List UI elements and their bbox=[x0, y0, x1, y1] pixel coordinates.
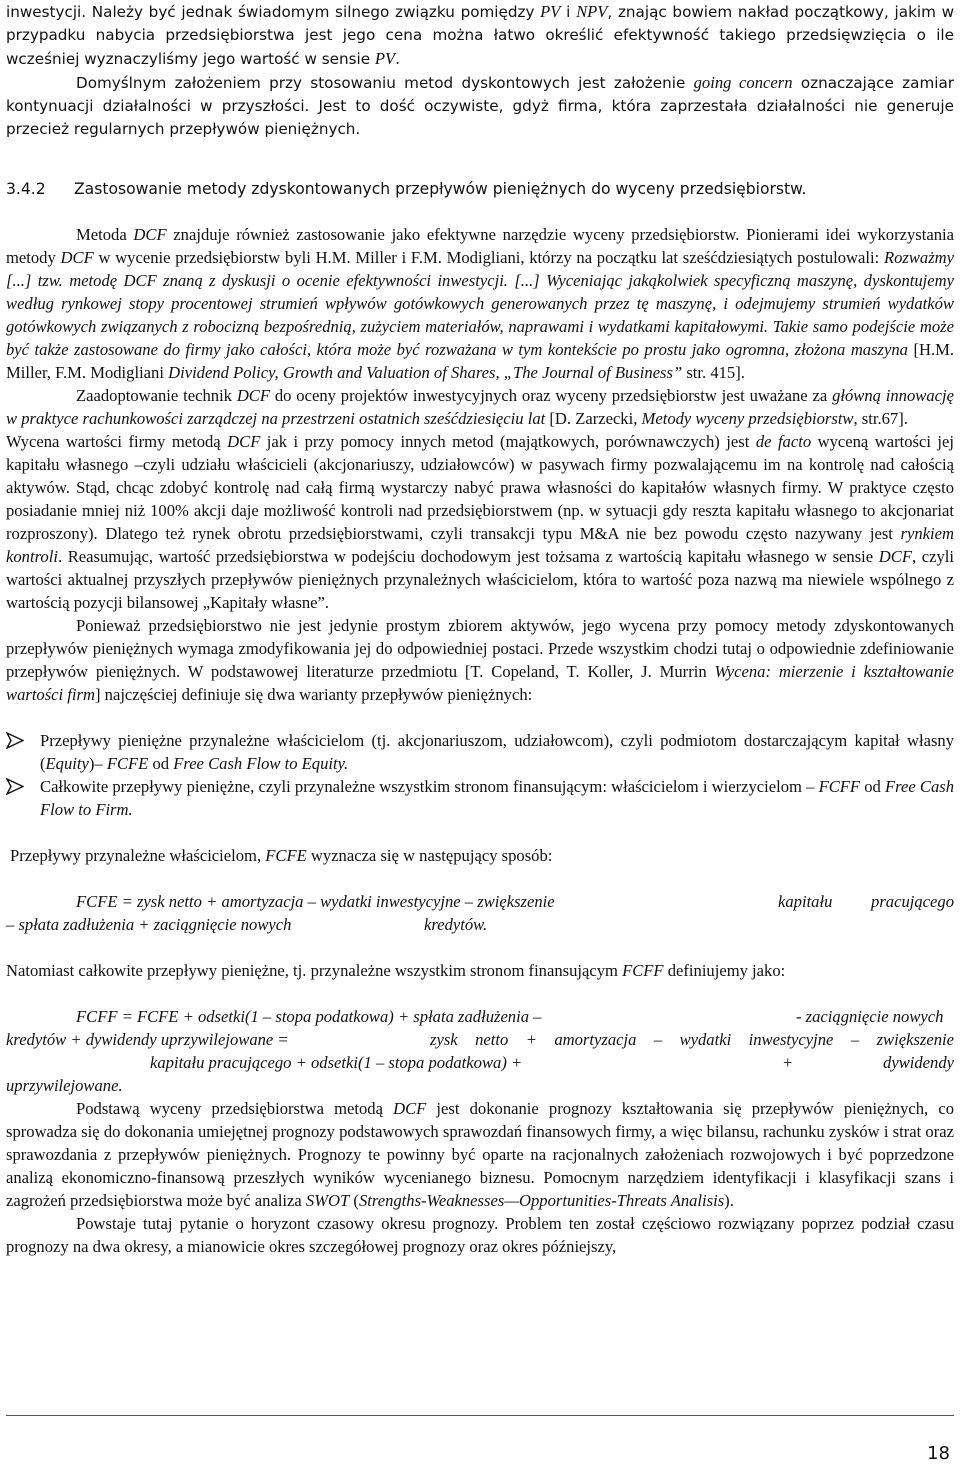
arrowhead-bullet-icon bbox=[6, 732, 24, 749]
formula-text: uprzywilejowane. bbox=[6, 1076, 123, 1095]
term-npv: NPV bbox=[576, 2, 608, 21]
text: jest dokonanie prognozy kształtowania się przepływów pieniężnych, co sprowadza się do dokonania umiejętnej prognozy podstawowych sprawozdań finansowych firmy, a więc bilansu, rachunku zysków i strat oraz sprawozdania z przepływów pieniężnych. Prognozy te powinny być oparte na racjonalnych założeniach rozwojowych i być poprzedzone analizą ekonomiczno-finansową przeszłych wyników wycenianego biznesu. Pomocnym narzędziem identyfikacji i klasyfikacji szans i zagrożeń przedsiębiorstwa może być analiza bbox=[6, 1099, 954, 1210]
reference: [D. Zarzecki, bbox=[545, 409, 642, 428]
term-dcf: DCF bbox=[227, 432, 261, 451]
text: Metoda bbox=[76, 225, 134, 244]
quotation: Rozważmy [...] tzw. metodę bbox=[6, 248, 955, 290]
reference-title: Wycena: mierzenie i kształtowanie wartości firm bbox=[6, 662, 954, 704]
paragraph-forecast-basis bbox=[6, 1097, 954, 1212]
reference-title: Dividend Policy, Growth and Valuation of Shares, „The Journal of Business” bbox=[168, 363, 683, 382]
text: , czyli wartości aktualnej przyszłych przepływów pieniężnych przynależnych właścicielom, która to wartość poza nazwą ma niewiele wspólnego z wartością pozycji bilansowej „Kapitały własne”. bbox=[6, 547, 954, 612]
reference: [H.M. Miller, F.M. Modigliani bbox=[6, 340, 955, 382]
text: Domyślnym założeniem przy stosowaniu metod dyskontowych jest założenie bbox=[76, 74, 694, 92]
term-pv: PV bbox=[540, 2, 561, 21]
text: Przepływy pieniężne przynależne właścicielom (tj. akcjonariuszom, udziałowcom), czyli podmiotom dostarczającym kapitał własny ( bbox=[40, 731, 954, 773]
section-title: Zastosowanie metody zdyskontowanych przepływów pieniężnych do wyceny przedsiębiorstw. bbox=[74, 180, 807, 198]
text: Natomiast całkowite przepływy pieniężne, tj. przynależne wszystkim stronom finansującym bbox=[6, 961, 623, 980]
text: ] najczęściej definiuje się dwa warianty przepływów pieniężnych: bbox=[94, 685, 533, 704]
text: . bbox=[395, 50, 400, 68]
formula-text: – spłata zadłużenia + zaciągnięcie nowych bbox=[6, 915, 292, 934]
footer-divider bbox=[6, 1415, 954, 1416]
text: w wycenie przedsiębiorstw byli H.M. Miller i F.M. Modigliani, którzy na początku lat sześćdziesiątych postulowali: bbox=[93, 248, 884, 267]
term-de-facto: de facto bbox=[755, 432, 812, 451]
paragraph-dcf-pioneers bbox=[6, 223, 954, 384]
text: od bbox=[860, 777, 886, 796]
text: wyceną wartości jej kapitału własnego –czyli udziału właścicieli (akcjonariuszy, udziałowców) w pasywach firmy pozwalającemu im na kontrolę nad całością aktywów. Stąd, chcąc zdobyć kontrolę nad całą firmą wystarczy nabyć prawa własności do kapitałów własnych firmy. W praktyce często posiadanie mniej niż 100% akcji daje możliwość kontroli nad przedsiębiorstwem (np. w sytuacji gdy reszta kapitału własnego to akcjonariat rozproszony). Dlatego też rynek obrotu przedsiębiorstwami, czyli transakcji typu M&A nie bez powodu często nazywany jest bbox=[6, 432, 954, 543]
term-going-concern: going concern bbox=[693, 73, 793, 92]
term: Equity bbox=[45, 754, 89, 773]
text: . Reasumując, wartość przedsiębiorstwa w podejściu dochodowym jest tożsama z wartością kapitału własnego w sensie bbox=[57, 547, 879, 566]
formula-text: kapitału pracującego bbox=[778, 892, 954, 911]
paragraph-fcfe-intro bbox=[6, 844, 954, 867]
term-pv: PV bbox=[374, 49, 396, 68]
text: znajduje również zastosowanie jako efektywne narzędzie wyceny przedsiębiorstw. Pionierami idei wykorzystania metody bbox=[6, 225, 954, 267]
text: ( bbox=[349, 1191, 359, 1210]
text: Podstawą wyceny przedsiębiorstwa metodą bbox=[76, 1099, 394, 1118]
reference: str. 415]. bbox=[682, 363, 745, 382]
arrowhead-bullet-icon bbox=[6, 778, 24, 795]
formula-text: kredytów. bbox=[424, 915, 488, 934]
quotation: główną innowację w praktyce rachunkowości zarządczej na przestrzeni ostatnich sześćdziesięciu lat bbox=[6, 386, 954, 428]
formula-text: dywidendy bbox=[883, 1053, 954, 1072]
text: Zaadoptowanie technik bbox=[76, 386, 237, 405]
formula-text: FCFE = zysk netto + amortyzacja – wydatki inwestycyjne – zwiększenie bbox=[76, 892, 555, 911]
paragraph-dcf-adoption bbox=[6, 384, 954, 430]
term: Free Cash Flow to Firm. bbox=[40, 777, 955, 819]
document-page bbox=[6, 0, 954, 1258]
cash-flow-variant-list bbox=[6, 729, 954, 821]
reference-title: Metody wyceny przedsiębiorstw bbox=[641, 409, 854, 428]
reference: , str.67]. bbox=[853, 409, 908, 428]
text: , znając bowiem nakład początkowy, jakim w przypadku nabycia przedsiębiorstwa jest jego cena można łatwo określić efektywność takiego przedsięwzięcia o ile wcześniej wyznaczyliśmy jego wartość w sensie bbox=[6, 3, 954, 68]
term-dcf: DCF bbox=[878, 547, 912, 566]
term-fcfe: FCFE bbox=[106, 754, 149, 773]
text: Przepływy przynależne właścicielom, bbox=[10, 846, 266, 865]
text: Wycena wartości firmy metodą bbox=[6, 432, 228, 451]
formula-text: kapitału pracującego + odsetki(1 – stopa podatkowa) + bbox=[150, 1053, 523, 1072]
text: od bbox=[148, 754, 174, 773]
term-fcff: FCFF bbox=[818, 777, 861, 796]
term-dcf: DCF bbox=[60, 248, 94, 267]
paragraph-equity-value bbox=[6, 430, 954, 614]
term-dcf: DCF bbox=[123, 271, 157, 290]
term-fcff: FCFF bbox=[622, 961, 664, 980]
section-number: 3.4.2 bbox=[6, 180, 46, 198]
fcfe-formula bbox=[6, 890, 954, 936]
quotation: znaną z dyskusji o ocenie efektywności inwestycji. [...] Wyceniając jakąkolwiek specyficzną maszynę, dyskontujemy według rynkowej stopy procentowej strumień wpływów gotówkowych generowanych przez tę maszynę, i odejmujemy strumień wydatków gotówkowych związanych z robocizną bezpośrednią, zużyciem materiałów, naprawami i wydatkami kapitałowymi. Takie samo podejście może być także zastosowane do firmy jako całości, która może być rozważana w tym kontekście po prostu jako ogromna, złożona maszyna bbox=[6, 271, 954, 359]
term-dcf: DCF bbox=[133, 225, 167, 244]
text: do oceny projektów inwestycyjnych oraz wyceny przedsiębiorstw jest uważane za bbox=[270, 386, 833, 405]
paragraph-forecast-horizon bbox=[6, 1212, 954, 1258]
term-swot: SWOT bbox=[305, 1191, 350, 1210]
term-fcfe: FCFE bbox=[265, 846, 307, 865]
text: Ponieważ przedsiębiorstwo nie jest jedynie prostym zbiorem aktywów, jego wycena przy pomocy metody zdyskontowanych przepływów pieniężnych wymaga zmodyfikowania jej do odpowiedniej postaci. Przede wszystkim chodzi tutaj o odpowiednie zdefiniowanie przepływów pieniężnych. W podstawowej literaturze przedmiotu [T. Copeland, T. Koller, J. Murrin bbox=[6, 616, 954, 681]
list-item bbox=[6, 775, 954, 821]
term: Free Cash Flow to Equity. bbox=[173, 754, 349, 773]
paragraph-cash-flow-variants bbox=[6, 614, 954, 706]
term-dcf: DCF bbox=[236, 386, 271, 405]
paragraph-intro bbox=[6, 0, 954, 71]
term-rynek-kontroli: rynkiem kontroli bbox=[6, 524, 954, 566]
formula-text: kredytów + dywidendy uprzywilejowane = bbox=[6, 1030, 289, 1049]
text: inwestycji. Należy być jednak świadomym silnego związku pomiędzy bbox=[6, 3, 541, 21]
formula-text: FCFF = FCFE + odsetki(1 – stopa podatkowa) + spłata zadłużenia – bbox=[76, 1007, 542, 1026]
formula-text: + bbox=[782, 1053, 794, 1072]
paragraph-fcff-intro bbox=[6, 959, 954, 982]
section-heading bbox=[6, 178, 954, 200]
list-item bbox=[6, 729, 954, 775]
text: i bbox=[560, 3, 577, 21]
text: definiujemy jako: bbox=[663, 961, 786, 980]
text: wyznacza się w następujący sposób: bbox=[306, 846, 553, 865]
term-dcf: DCF bbox=[393, 1099, 427, 1118]
paragraph-going-concern bbox=[6, 71, 954, 141]
formula-text: zysk netto + amortyzacja – wydatki inwestycyjne – zwiększenie bbox=[430, 1030, 954, 1049]
text: oznaczające zamiar kontynuacji działalności w przyszłości. Jest to dość oczywiste, gdyż firma, która zaprzestała działalności nie generuje przecież regularnych przepływów pieniężnych. bbox=[6, 74, 955, 138]
formula-text: - zaciągnięcie nowych bbox=[796, 1007, 944, 1026]
fcff-formula bbox=[6, 1005, 954, 1097]
text: jak i przy pomocy innych metod (majątkowych, porównawczych) jest bbox=[260, 432, 756, 451]
text: Całkowite przepływy pieniężne, czyli przynależne wszystkim stronom finansującym: właścicielom i wierzycielom – bbox=[40, 777, 819, 796]
term-swot-full: Strengths-Weaknesses—Opportunities-Threats Analisis bbox=[358, 1191, 725, 1210]
page-number: 18 bbox=[927, 1443, 950, 1464]
text: )– bbox=[88, 754, 107, 773]
text: Powstaje tutaj pytanie o horyzont czasowy okresu prognozy. Problem ten został częściowo rozwiązany poprzez podział czasu prognozy na dwa okresy, a mianowicie okres szczegółowej prognozy oraz okres późniejszy, bbox=[6, 1214, 954, 1256]
text: ). bbox=[724, 1191, 734, 1210]
